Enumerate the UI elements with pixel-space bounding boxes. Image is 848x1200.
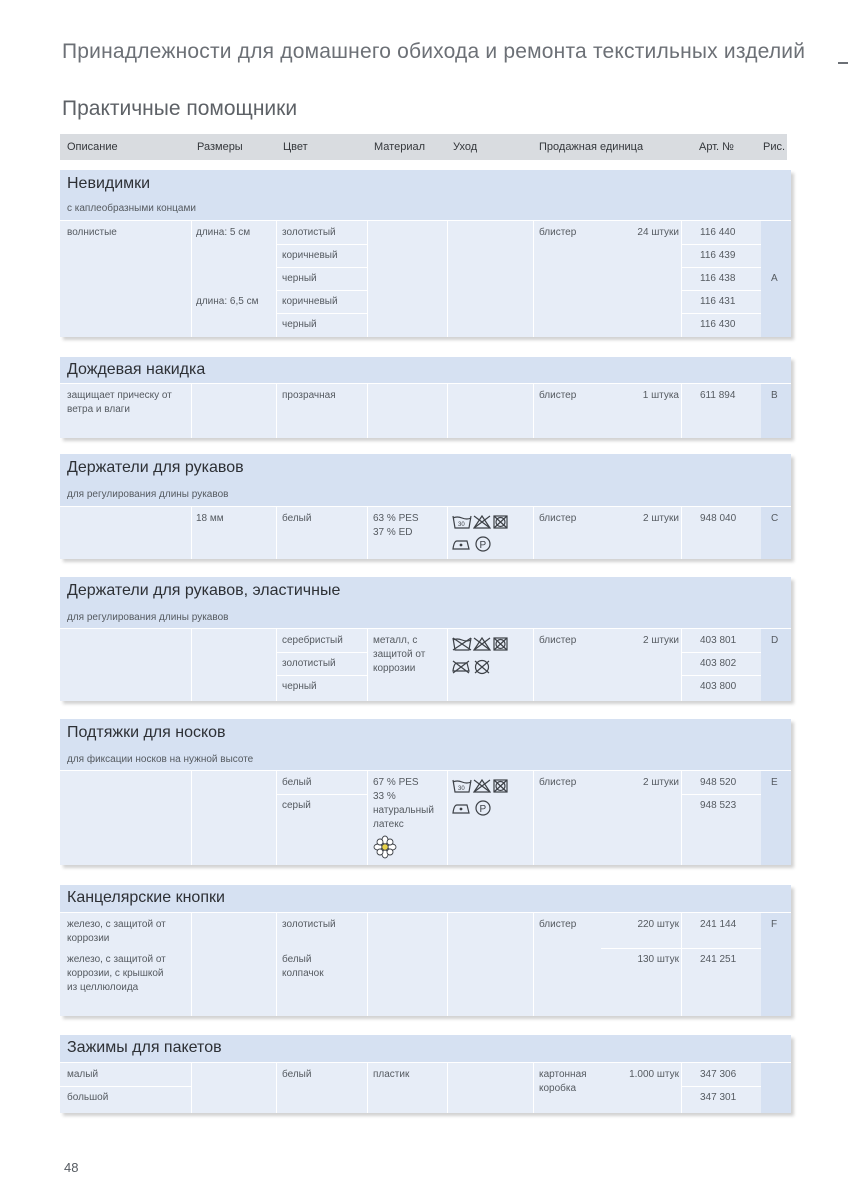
product-block-push-pins bbox=[60, 885, 791, 1016]
col-description: Описание bbox=[67, 141, 118, 153]
block-subtitle: с каплеобразными концами bbox=[67, 203, 196, 214]
cell-qty: 220 штук bbox=[637, 919, 679, 930]
fig-column bbox=[761, 1063, 791, 1113]
cell-qty: 2 штуки bbox=[642, 513, 679, 524]
cell-color: коричневый bbox=[282, 250, 338, 261]
svg-text:30: 30 bbox=[458, 522, 465, 528]
cell-description: малый bbox=[67, 1069, 99, 1080]
care-symbols-icon bbox=[452, 635, 512, 677]
block-head bbox=[60, 885, 791, 913]
cell-color: белый bbox=[282, 513, 312, 524]
cell-color: золотистый bbox=[282, 919, 336, 930]
column-header-bar bbox=[60, 134, 787, 160]
cell-color: золотистый bbox=[282, 227, 336, 238]
product-block-elastic-sleeve-holders bbox=[60, 577, 791, 701]
cell-art: 116 439 bbox=[700, 250, 736, 261]
block-body bbox=[60, 221, 791, 337]
block-head bbox=[60, 1035, 791, 1063]
cell-qty: 2 штуки bbox=[642, 777, 679, 788]
title-dash bbox=[838, 62, 848, 64]
block-title: Канцелярские кнопки bbox=[67, 889, 225, 906]
cell-material: 63 % PES 37 % ED bbox=[373, 513, 419, 538]
cell-description: железо, с защитой от коррозии bbox=[67, 919, 166, 944]
cell-description: защищает прическу от ветра и влаги bbox=[67, 390, 172, 415]
cell-qty: 1 штука bbox=[642, 390, 679, 401]
block-subtitle: для регулирования длины рукавов bbox=[67, 612, 229, 623]
cell-fig: C bbox=[771, 513, 779, 524]
cell-unit: картонная коробка bbox=[539, 1069, 587, 1094]
cell-size: длина: 6,5 см bbox=[196, 296, 259, 307]
cell-description: волнистые bbox=[67, 227, 117, 238]
cell-fig: F bbox=[771, 919, 778, 930]
col-art: Арт. № bbox=[699, 141, 734, 153]
cell-art: 948 523 bbox=[700, 800, 737, 811]
cell-color: серый bbox=[282, 800, 311, 811]
cell-art: 611 894 bbox=[700, 390, 736, 401]
block-title: Невидимки bbox=[67, 175, 151, 192]
cell-art: 116 431 bbox=[700, 296, 736, 307]
cell-qty: 2 штуки bbox=[642, 635, 679, 646]
block-subtitle: для фиксации носков на нужной высоте bbox=[67, 754, 254, 765]
cell-art: 948 040 bbox=[700, 513, 737, 524]
block-head bbox=[60, 170, 791, 221]
cell-art: 241 251 bbox=[700, 954, 737, 965]
block-body bbox=[60, 1063, 791, 1113]
block-body bbox=[60, 629, 791, 701]
cell-size: 18 мм bbox=[196, 513, 224, 524]
cell-color: белый bbox=[282, 1069, 312, 1080]
block-body bbox=[60, 913, 791, 1016]
col-care: Уход bbox=[453, 141, 478, 153]
cell-art: 347 306 bbox=[700, 1069, 737, 1080]
cell-unit: блистер bbox=[539, 635, 577, 646]
cell-material: 67 % PES 33 % натуральный латекс bbox=[373, 777, 434, 830]
svg-text:P: P bbox=[479, 804, 487, 815]
cell-color: серебристый bbox=[282, 635, 343, 646]
cell-color: черный bbox=[282, 273, 317, 284]
cell-unit: блистер bbox=[539, 227, 577, 238]
col-unit: Продажная единица bbox=[539, 141, 644, 153]
care-symbols-icon bbox=[452, 777, 512, 819]
section-heading: Практичные помощники bbox=[62, 97, 298, 120]
cell-fig: E bbox=[771, 777, 778, 788]
product-block-sleeve-holders bbox=[60, 454, 791, 559]
cell-size: длина: 5 см bbox=[196, 227, 251, 238]
flower-ecolabel-icon bbox=[373, 835, 397, 859]
svg-text:30: 30 bbox=[458, 786, 465, 792]
block-head bbox=[60, 454, 791, 507]
cell-fig: A bbox=[771, 273, 778, 284]
cell-art: 241 144 bbox=[700, 919, 737, 930]
cell-color: черный bbox=[282, 319, 317, 330]
cell-material: пластик bbox=[373, 1069, 410, 1080]
block-body bbox=[60, 771, 791, 865]
care-symbols-icon bbox=[452, 513, 512, 555]
cell-art: 116 438 bbox=[700, 273, 736, 284]
cell-art: 403 801 bbox=[700, 635, 737, 646]
cell-fig: D bbox=[771, 635, 779, 646]
product-block-bag-clips bbox=[60, 1035, 791, 1113]
cell-description: железо, с защитой от коррозии, с крышкой из целлюлоида bbox=[67, 954, 166, 993]
block-title: Держатели для рукавов bbox=[67, 459, 244, 476]
cell-fig: B bbox=[771, 390, 778, 401]
page-title: Принадлежности для домашнего обихода и ремонта текстильных изделий bbox=[62, 40, 806, 63]
block-title: Держатели для рукавов, эластичные bbox=[67, 582, 341, 599]
cell-unit: блистер bbox=[539, 777, 577, 788]
cell-unit: блистер bbox=[539, 390, 577, 401]
cell-qty: 130 штук bbox=[637, 954, 679, 965]
block-subtitle: для регулирования длины рукавов bbox=[67, 489, 229, 500]
block-title: Подтяжки для носков bbox=[67, 724, 226, 741]
cell-art: 403 800 bbox=[700, 681, 737, 692]
block-body bbox=[60, 507, 791, 559]
col-sizes: Размеры bbox=[197, 141, 243, 153]
cell-qty: 24 штуки bbox=[637, 227, 679, 238]
block-body bbox=[60, 384, 791, 438]
block-head bbox=[60, 719, 791, 771]
cell-art: 948 520 bbox=[700, 777, 737, 788]
cell-art: 116 430 bbox=[700, 319, 736, 330]
cell-color: белый bbox=[282, 777, 312, 788]
col-material: Материал bbox=[374, 141, 425, 153]
block-head bbox=[60, 577, 791, 629]
cell-material: металл, с защитой от коррозии bbox=[373, 635, 426, 674]
product-block-rain-cap bbox=[60, 357, 791, 438]
cell-art: 403 802 bbox=[700, 658, 737, 669]
block-head bbox=[60, 357, 791, 384]
col-fig: Рис. bbox=[763, 141, 786, 153]
cell-description: большой bbox=[67, 1092, 109, 1103]
cell-art: 347 301 bbox=[700, 1092, 737, 1103]
col-color: Цвет bbox=[283, 141, 308, 153]
block-title: Зажимы для пакетов bbox=[67, 1039, 222, 1056]
cell-color: белый колпачок bbox=[282, 954, 324, 979]
cell-color: прозрачная bbox=[282, 390, 336, 401]
cell-qty: 1.000 штук bbox=[629, 1069, 679, 1080]
cell-color: черный bbox=[282, 681, 317, 692]
page-number: 48 bbox=[64, 1160, 79, 1175]
product-block-sock-suspenders bbox=[60, 719, 791, 865]
cell-unit: блистер bbox=[539, 513, 577, 524]
cell-unit: блистер bbox=[539, 919, 577, 930]
cell-art: 116 440 bbox=[700, 227, 736, 238]
product-block-bobby-pins bbox=[60, 170, 791, 337]
cell-color: коричневый bbox=[282, 296, 338, 307]
svg-text:P: P bbox=[479, 540, 487, 551]
block-title: Дождевая накидка bbox=[67, 361, 206, 378]
cell-color: золотистый bbox=[282, 658, 336, 669]
